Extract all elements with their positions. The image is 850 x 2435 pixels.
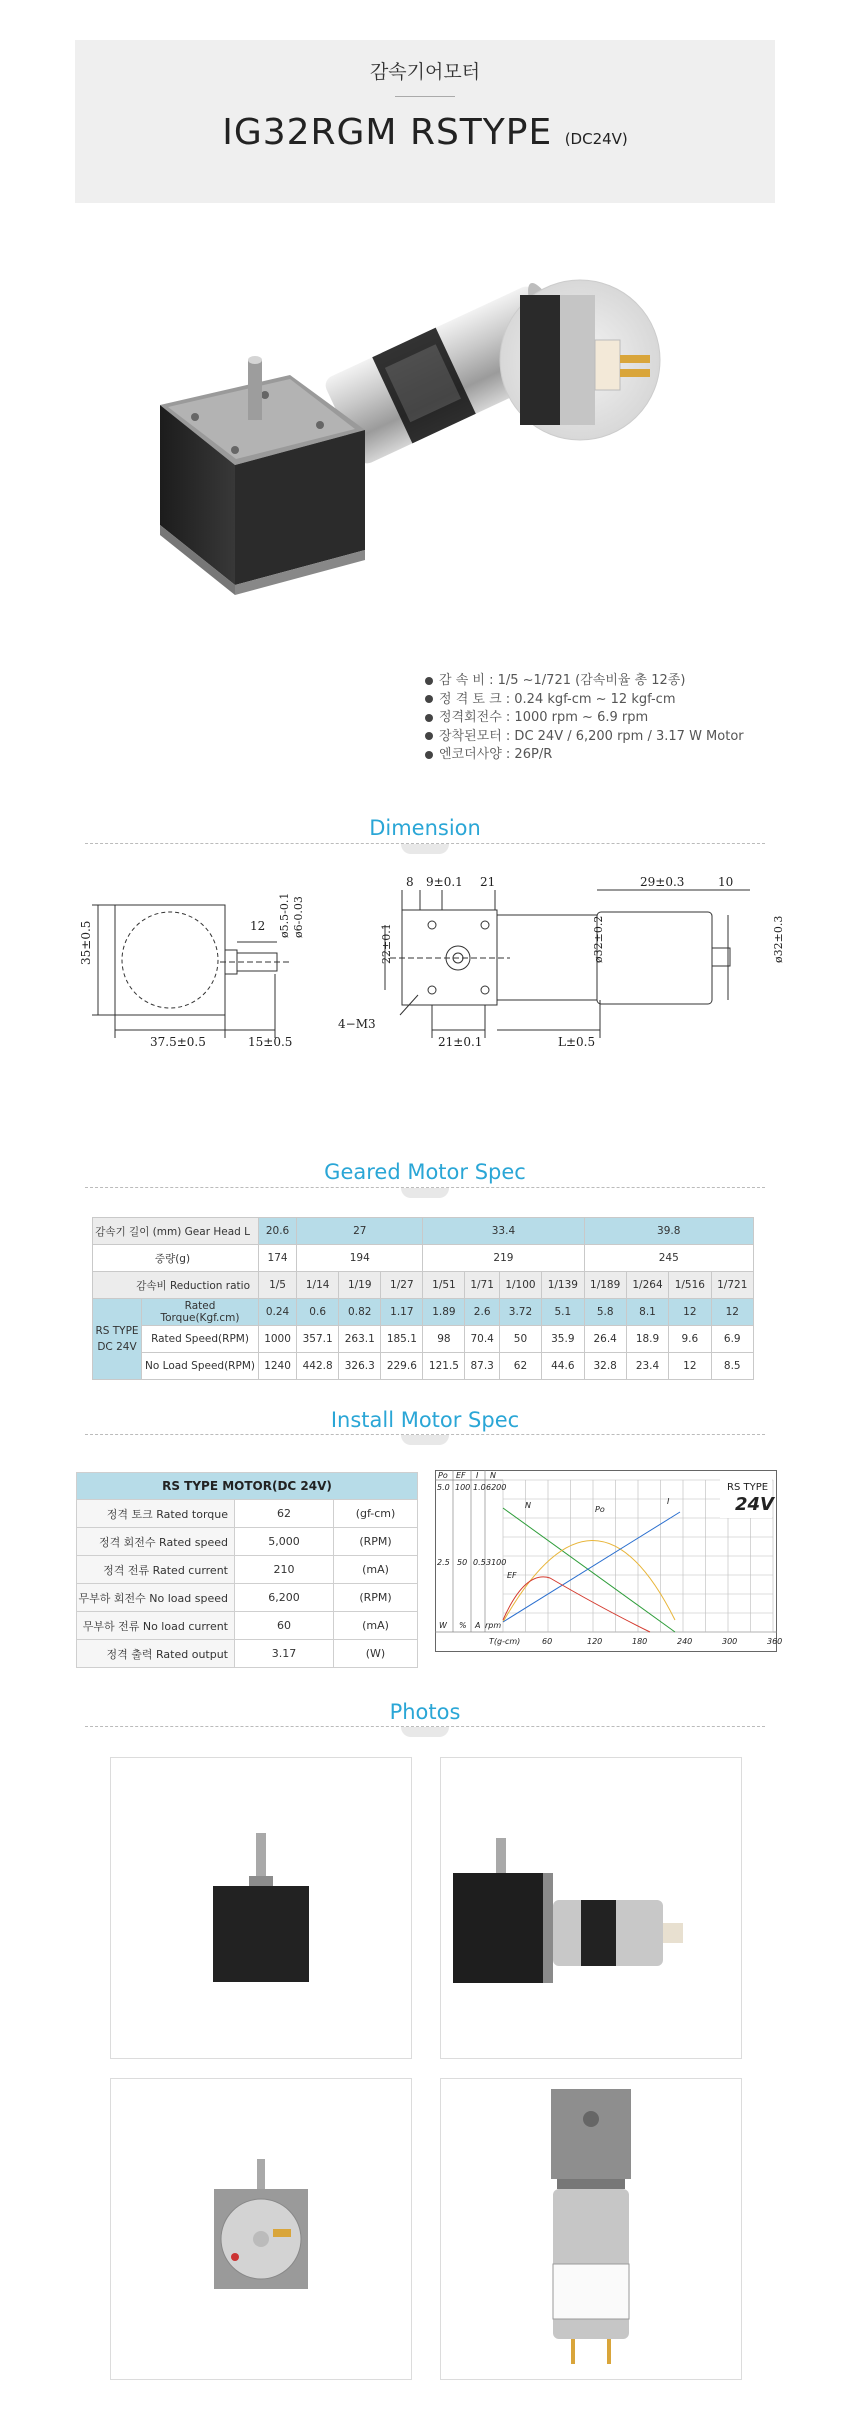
table-cell: (mA): [334, 1556, 418, 1584]
product-main-image: [140, 255, 740, 635]
table-row: [93, 1299, 754, 1326]
bullet-icon: [425, 732, 433, 740]
dimension-drawing: [70, 870, 790, 1065]
curve-label: Po: [595, 1505, 605, 1514]
curve-label: I: [667, 1497, 670, 1506]
category-title: 감속기어모터: [369, 61, 481, 83]
spec-item: 감 속 비 : 1/5 ~1/721 (감속비율 총 12종): [425, 672, 744, 691]
photo-side: [440, 1757, 742, 2059]
bullet-icon: [425, 677, 433, 685]
table-row: [77, 1500, 418, 1528]
row-label: Rated Torque(Kgf.cm): [142, 1299, 259, 1326]
table-cell: 1/264: [626, 1272, 668, 1299]
axis-label: 0.5: [473, 1558, 486, 1567]
axis-label: W: [439, 1621, 447, 1630]
table-cell: 33.4: [423, 1218, 584, 1245]
spec-item: 엔코더사양 : 26P/R: [425, 746, 744, 765]
table-cell: 6,200: [235, 1584, 334, 1612]
table-cell: 1/100: [499, 1272, 541, 1299]
table-cell: 1/516: [669, 1272, 711, 1299]
dim-label: 10: [718, 875, 734, 889]
row-label: Rated Speed(RPM): [142, 1326, 259, 1353]
spec-item: 장착된모터 : DC 24V / 6,200 rpm / 3.17 W Motor: [425, 728, 744, 747]
table-cell: 8.5: [711, 1353, 753, 1380]
table-title: RS TYPE MOTOR(DC 24V): [77, 1473, 418, 1500]
table-cell: 1/5: [259, 1272, 297, 1299]
table-cell: 3.72: [499, 1299, 541, 1326]
table-cell: 121.5: [423, 1353, 465, 1380]
spec-list: [425, 672, 744, 765]
bullet-icon: [425, 714, 433, 722]
photo-top: [440, 2078, 742, 2380]
table-cell: 245: [584, 1245, 754, 1272]
table-cell: 219: [423, 1245, 584, 1272]
row-label: 감속비 Reduction ratio: [93, 1272, 259, 1299]
x-tick-label: 240: [677, 1637, 693, 1646]
chart-voltage-label: 24V: [735, 1494, 774, 1515]
table-cell: 1000: [259, 1326, 297, 1353]
table-cell: 0.24: [259, 1299, 297, 1326]
row-label: 정격 전류 Rated current: [77, 1556, 235, 1584]
table-cell: 442.8: [297, 1353, 339, 1380]
table-cell: 20.6: [259, 1218, 297, 1245]
dim-label: 21±0.1: [438, 1035, 483, 1049]
chart-type-label: RS TYPE: [727, 1482, 769, 1493]
dim-label: 12: [250, 919, 266, 933]
x-tick-label: 60: [542, 1637, 553, 1646]
table-cell: 5.8: [584, 1299, 626, 1326]
table-row: [93, 1272, 754, 1299]
table-cell: 1.89: [423, 1299, 465, 1326]
geared-spec-table: [92, 1217, 754, 1380]
table-cell: 194: [297, 1245, 423, 1272]
dim-label: ø32±0.2: [592, 915, 605, 963]
table-cell: 23.4: [626, 1353, 668, 1380]
table-row: [77, 1640, 418, 1668]
table-cell: 2.6: [465, 1299, 499, 1326]
row-label: 무부하 전류 No load current: [77, 1612, 235, 1640]
table-cell: 35.9: [542, 1326, 584, 1353]
table-cell: 1/14: [297, 1272, 339, 1299]
axis-label: %: [459, 1621, 467, 1630]
table-cell: 0.82: [339, 1299, 381, 1326]
axis-label: 1.0: [473, 1483, 486, 1492]
row-label: No Load Speed(RPM): [142, 1353, 259, 1380]
table-cell: 8.1: [626, 1299, 668, 1326]
title-divider: [395, 96, 455, 97]
dim-label: 21: [480, 875, 496, 889]
table-cell: 18.9: [626, 1326, 668, 1353]
dim-label: 22±0.1: [380, 923, 393, 964]
performance-chart: [435, 1470, 783, 1652]
section-title-dimension: Dimension: [369, 816, 481, 840]
table-cell: (gf-cm): [334, 1500, 418, 1528]
table-cell: 32.8: [584, 1353, 626, 1380]
x-tick-label: 120: [587, 1637, 603, 1646]
table-cell: 263.1: [339, 1326, 381, 1353]
table-cell: 210: [235, 1556, 334, 1584]
table-row: [77, 1584, 418, 1612]
table-cell: (W): [334, 1640, 418, 1668]
title-banner: [75, 40, 775, 203]
col-head: N: [490, 1471, 496, 1480]
axis-label: 6200: [486, 1483, 507, 1492]
axis-label: A: [475, 1621, 481, 1630]
col-head: EF: [456, 1471, 466, 1480]
dim-label: 9±0.1: [426, 875, 463, 889]
table-row: [93, 1353, 754, 1380]
x-tick-label: 300: [722, 1637, 738, 1646]
model-name: IG32RGM RSTYPE: [222, 112, 553, 153]
dim-label: 8: [406, 875, 414, 889]
table-cell: 39.8: [584, 1218, 754, 1245]
section-divider-hump: [401, 1727, 449, 1737]
dim-label: 4−M3: [338, 1017, 376, 1031]
table-cell: (mA): [334, 1612, 418, 1640]
table-cell: 12: [669, 1353, 711, 1380]
table-cell: 3.17: [235, 1640, 334, 1668]
row-label: 중량(g): [93, 1245, 259, 1272]
table-cell: 6.9: [711, 1326, 753, 1353]
table-cell: 62: [499, 1353, 541, 1380]
model-voltage: (DC24V): [564, 130, 628, 148]
dim-label: 37.5±0.5: [150, 1035, 206, 1049]
spec-item: 정 격 토 크 : 0.24 kgf-cm ~ 12 kgf-cm: [425, 691, 744, 710]
table-cell: 185.1: [381, 1326, 423, 1353]
table-cell: 1.17: [381, 1299, 423, 1326]
row-label: 정격 출력 Rated output: [77, 1640, 235, 1668]
table-cell: 26.4: [584, 1326, 626, 1353]
table-row: [93, 1245, 754, 1272]
table-cell: 1/139: [542, 1272, 584, 1299]
table-cell: 174: [259, 1245, 297, 1272]
curve-label: N: [525, 1501, 531, 1510]
table-cell: 1/27: [381, 1272, 423, 1299]
table-cell: 70.4: [465, 1326, 499, 1353]
dim-label: 35±0.5: [79, 920, 93, 965]
section-divider-hump: [401, 1435, 449, 1445]
photo-front: [110, 1757, 412, 2059]
section-title-photos: Photos: [389, 1700, 461, 1724]
dim-label: L±0.5: [558, 1035, 596, 1049]
bullet-icon: [425, 751, 433, 759]
table-cell: 5,000: [235, 1528, 334, 1556]
axis-label: 3100: [486, 1558, 507, 1567]
table-row: [77, 1612, 418, 1640]
axis-label: 100: [455, 1483, 471, 1492]
axis-label: 50: [457, 1558, 468, 1567]
dim-label: 29±0.3: [640, 875, 685, 889]
install-motor-table: [76, 1472, 418, 1668]
dim-label: ø32±0.3: [772, 915, 785, 963]
table-row: [93, 1218, 754, 1245]
axis-label: 5.0: [437, 1483, 450, 1492]
row-label: 정격 토크 Rated torque: [77, 1500, 235, 1528]
x-tick-label: 360: [767, 1637, 783, 1646]
table-row: [77, 1528, 418, 1556]
table-cell: 9.6: [669, 1326, 711, 1353]
table-cell: 87.3: [465, 1353, 499, 1380]
section-divider-hump: [401, 844, 449, 854]
col-head: I: [476, 1471, 479, 1480]
row-label: 무부하 회전수 No load speed: [77, 1584, 235, 1612]
col-head: Po: [438, 1471, 448, 1480]
group-label: RS TYPE DC 24V: [93, 1299, 142, 1380]
curve-label: EF: [507, 1571, 517, 1580]
spec-item: 정격회전수 : 1000 rpm ~ 6.9 rpm: [425, 709, 744, 728]
table-cell: 1/189: [584, 1272, 626, 1299]
table-row: [77, 1556, 418, 1584]
dim-label: 15±0.5: [248, 1035, 293, 1049]
table-cell: 60: [235, 1612, 334, 1640]
bullet-icon: [425, 695, 433, 703]
table-cell: 44.6: [542, 1353, 584, 1380]
table-cell: (RPM): [334, 1528, 418, 1556]
table-cell: 1/721: [711, 1272, 753, 1299]
table-cell: 0.6: [297, 1299, 339, 1326]
table-cell: 62: [235, 1500, 334, 1528]
photo-back: [110, 2078, 412, 2380]
x-axis-title: T(g-cm): [489, 1637, 521, 1646]
table-cell: 12: [669, 1299, 711, 1326]
section-divider-hump: [401, 1188, 449, 1198]
table-cell: 229.6: [381, 1353, 423, 1380]
table-cell: 357.1: [297, 1326, 339, 1353]
axis-label: 2.5: [437, 1558, 450, 1567]
model-title: [75, 112, 775, 153]
section-title-geared: Geared Motor Spec: [324, 1160, 526, 1184]
table-cell: 1/19: [339, 1272, 381, 1299]
section-title-install: Install Motor Spec: [330, 1408, 520, 1432]
table-cell: 27: [297, 1218, 423, 1245]
dim-label: ø5.5-0.1: [278, 892, 291, 938]
dim-label: ø6-0.03: [292, 896, 305, 938]
table-cell: (RPM): [334, 1584, 418, 1612]
table-row: [93, 1326, 754, 1353]
table-cell: 1/51: [423, 1272, 465, 1299]
row-label: 감속기 길이 (mm) Gear Head L: [93, 1218, 259, 1245]
table-cell: 1/71: [465, 1272, 499, 1299]
x-tick-label: 180: [632, 1637, 648, 1646]
table-cell: 326.3: [339, 1353, 381, 1380]
table-cell: 98: [423, 1326, 465, 1353]
table-row: [77, 1473, 418, 1500]
row-label: 정격 회전수 Rated speed: [77, 1528, 235, 1556]
table-cell: 50: [499, 1326, 541, 1353]
table-cell: 1240: [259, 1353, 297, 1380]
table-cell: 12: [711, 1299, 753, 1326]
axis-label: rpm: [485, 1621, 502, 1630]
table-cell: 5.1: [542, 1299, 584, 1326]
